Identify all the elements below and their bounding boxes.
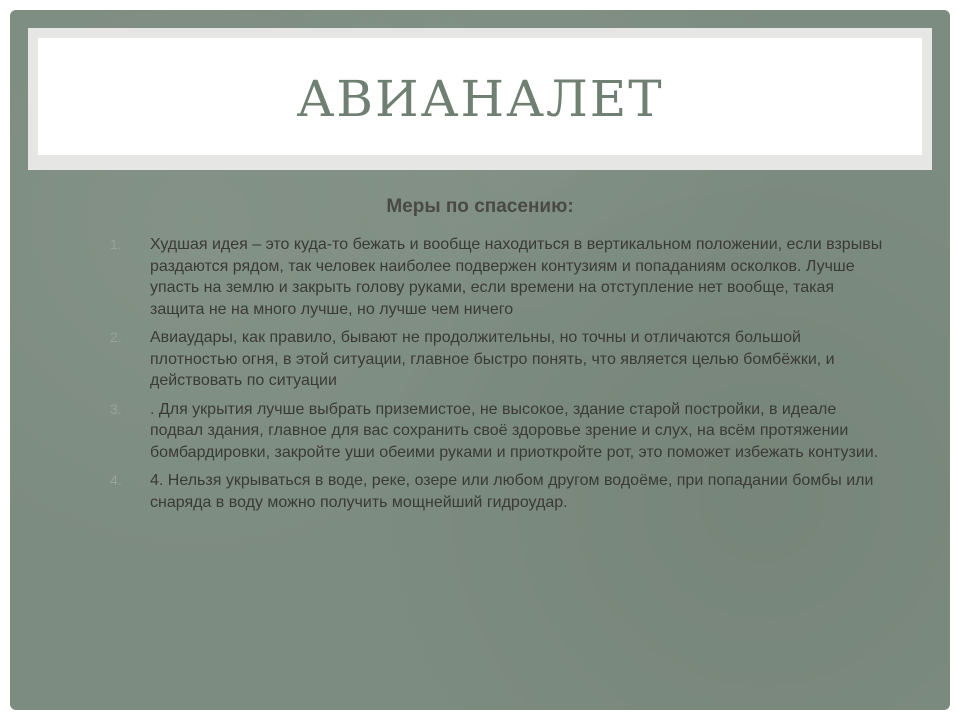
item-number: 4. [110, 472, 122, 488]
title-box [38, 38, 922, 155]
item-number: 2. [110, 329, 122, 345]
slide-title: АВИАНАЛЕТ [296, 69, 664, 128]
item-number: 1. [110, 236, 122, 252]
list-item [110, 399, 885, 464]
points-list [110, 234, 885, 520]
item-text: 4. Нельзя укрываться в воде, реке, озере или любом другом водоёме, при попадании бомбы или снаряда в воду можно получить мощнейший гидроудар. [150, 472, 874, 511]
slide-subtitle: Меры по спасению: [386, 196, 574, 217]
list-item [110, 327, 885, 392]
item-number: 3. [110, 400, 122, 417]
title-frame [28, 28, 932, 170]
slide [10, 10, 950, 710]
list-item [110, 234, 885, 320]
item-text: Авиаудары, как правило, бывают не продолжительны, но точны и отличаются большой плотностью огня, в этой ситуации, главное быстро понять, что является целью бомбёжки, и действовать по ситуации [150, 329, 835, 389]
list-item [110, 470, 885, 513]
item-text: . Для укрытия лучше выбрать приземистое, не высокое, здание старой постройки, в идеале подвал здания, главное для вас сохранить своё здоровье зрение и слух, на всём протяжении бомбардировки, закройте уши обеими руками и приоткройте рот, это поможет избежать контузии. [150, 400, 879, 461]
item-text: Худшая идея – это куда-то бежать и вообще находиться в вертикальном положении, если взрывы раздаются рядом, так человек наиболее подвержен контузиям и попаданиям осколков. Лучше упасть на землю и закрыть голову руками, если времени на отступление нет вообще, такая защита не на много лучше, но лучше чем ничего [150, 236, 883, 318]
